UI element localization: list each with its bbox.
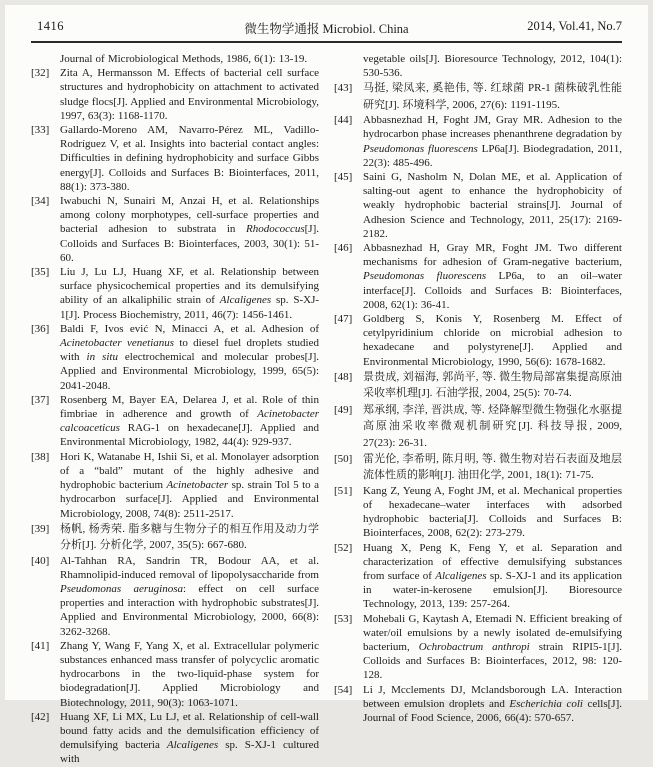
reference-item [334,312,622,369]
reference-text: 雷光伦, 李希明, 陈月明, 等. 微生物对岩石表面及地层流体性质的影响[J]. 油田化学, 2001, 18(1): 71-75. [363,452,622,482]
reference-number: [41] [31,639,50,652]
reference-number: [44] [334,114,353,127]
journal-title: 微生物学通报 Microbiol. China [244,22,409,36]
reference-number: [32] [31,67,50,80]
reference-number: [45] [334,171,353,184]
reference-item [31,554,319,639]
reference-item [31,265,319,322]
references-right-column [334,52,622,767]
paper-page [5,5,648,766]
reference-item [334,241,622,312]
reference-item [31,639,319,710]
reference-item [334,683,622,726]
issue-info: 2014, Vol.41, No.7 [527,19,622,33]
reference-text: Goldberg S, Konis Y, Rosenberg M. Effect of cetylpyridinium chloride on microbial adhesion to hexadecane and polystyrene[J]. Applied and Environmental Microbiology, 1990, 56(6): 1678-1682. [363,313,622,368]
reference-text: Saini G, Nasholm N, Dolan ME, et al. Application of salting-out agent to enhance the hydrophobicity of weakly hydrophobic bacterial strains[J]. Journal of Adhesion Science and Technology, 2011, 25(17): 2169-2182. [363,171,622,240]
reference-number: [35] [31,266,50,279]
reference-item [31,66,319,123]
reference-text: Journal of Microbiological Methods, 1986, 6(1): 13-19. [60,53,308,65]
reference-item [334,80,622,113]
reference-item [334,541,622,612]
reference-text: Zhang Y, Wang F, Yang X, et al. Extracellular polymeric substances enhanced mass transfer of polycyclic aromatic hydrocarbons in the two-liquid-phase system for biodegradation[J]. Applied Microbiology and Biotechnology, 2011, 90(3): 1063-1071. [60,639,319,709]
reference-text: Baldi F, Ivos ević N, Minacci A, et al. Adhesion of Acinetobacter venetianus to diesel fuel droplets studied with in situ electrochemical and molecular probes[J]. Applied and Environmental Microbiology, 1999, 65(5): 2041-2048. [60,322,320,392]
references-section [31,52,622,767]
reference-item [334,612,622,683]
reference-item [31,322,319,393]
reference-item [334,52,622,80]
reference-text: Huang XF, Li MX, Lu LJ, et al. Relationship of cell-wall bound fatty acids and the demulsification efficiency of demulsifying bacteria Alcaligenes sp. S-XJ-1 cultured with [60,710,319,766]
reference-text: Abbasnezhad H, Foght JM, Gray MR. Adhesion to the hydrocarbon phase increases phenanthrene degradation by Pseudomonas fluorescens LP6a[J]. Biodegradation, 2011, 22(3): 485-496. [363,114,622,169]
reference-number: [49] [334,403,353,416]
reference-number: [38] [31,450,50,463]
reference-text: 马挺, 梁凤来, 奚艳伟, 等. 红球菌 PR-1 菌株破乳性能研究[J]. 环境科学, 2006, 27(6): 1191-1195. [363,82,622,111]
reference-item [31,450,319,521]
reference-number: [54] [334,683,353,696]
reference-text: Al-Tahhan RA, Sandrin TR, Bodour AA, et al. Rhamnolipid-induced removal of lipopolysaccharide from Pseudomonas aeruginosa: effect on cell surface properties and interaction with hydrophobic substrates[J]. Applied and Environmental Microbiology, 2000, 66(8): 3262-3268. [60,554,319,638]
reference-text: Rosenberg M, Bayer EA, Delarea J, et al. Role of thin fimbriae in adherence and growth of Acinetobacter calcoaceticus RAG-1 on hexadecane[J]. Applied and Environmental Microbiology, 1982, 44(4): 929-937. [60,393,319,449]
reference-number: [50] [334,452,353,465]
references-left-column [31,52,319,767]
reference-item [31,52,319,66]
reference-text: Li J, Mcclements DJ, Mclandsborough LA. Interaction between emulsion droplets and Escherichia coli cells[J]. Journal of Food Science, 2006, 66(4): 570-657. [363,683,622,724]
reference-item [334,170,622,241]
reference-item [334,484,622,541]
reference-number: [33] [31,124,50,137]
reference-number: [51] [334,484,353,497]
reference-number: [40] [31,554,50,567]
reference-text: Abbasnezhad H, Gray MR, Foght JM. Two different mechanisms for adhesion of Gram-negative bacterium, Pseudomonas fluorescens LP6a, to an oil–water interface[J]. Colloids and Surfaces B: Biointerfaces, 2008, 62(1): 36-41. [363,242,622,311]
reference-item [31,521,319,554]
reference-text: Huang X, Peng K, Feng Y, et al. Separation and characterization of effective demulsifying substances from surface of Alcaligenes sp. S-XJ-1 and its application in water-in-kerosene emulsion[J]. Bioresource Technology, 2013, 139: 257-264. [363,541,622,611]
reference-number: [43] [334,82,353,95]
reference-text: Zita A, Hermansson M. Effects of bacterial cell surface structures and hydrophobicity on attachment to activated sludge flocs[J]. Applied and Environmental Microbiology, 1997, 63(3): 1168-1170. [60,67,319,122]
reference-text: Kang Z, Yeung A, Foght JM, et al. Mechanical properties of hexadecane–water interfaces with adsorbed hydrophobic bacteria[J]. Colloids and Surfaces B: Biointerfaces, 2008, 62(2): 273-279. [363,484,622,540]
reference-number: [48] [334,370,353,383]
reference-text: 景贵成, 刘福海, 郭尚平, 等. 微生物局部富集提高原油采收率机理[J]. 石油学报, 2004, 25(5): 70-74. [363,370,622,400]
reference-text: Gallardo-Moreno AM, Navarro-Pérez ML, Vadillo-Rodríguez V, et al. Insights into bacterial contact angles: Difficulties in defining hydrophobicity and surface Gibbs energy[J]. Colloids and Surfaces B: Biointerfaces, 2011, 88(1): 373-380. [60,124,319,193]
reference-item [334,451,622,484]
reference-number: [53] [334,612,353,625]
reference-number: [52] [334,541,353,554]
reference-number: [39] [31,522,50,535]
reference-number: [47] [334,313,353,326]
reference-item [31,194,319,265]
reference-item [334,369,622,402]
reference-text: Hori K, Watanabe H, Ishii Si, et al. Monolayer adsorption of a “bald” mutant of the highly adhesive and hydrophobic bacterium Acinetobacter sp. strain Tol 5 to a hydrocarbon surface[J]. Applied and Environmental Microbiology, 2008, 74(8): 2511-2517. [60,450,319,520]
reference-number: [46] [334,242,353,255]
reference-item [31,710,319,767]
reference-text: Iwabuchi N, Sunairi M, Anzai H, et al. Relationships among colony morphotypes, cell-surface properties and bacterial adhesion to substrata in Rhodococcus[J]. Colloids and Surfaces B: Biointerfaces, 2003, 30(1): 51-60. [60,195,319,264]
page-number: 1416 [37,19,64,33]
page-header [31,19,622,43]
reference-number: [37] [31,393,50,406]
reference-item [334,113,622,170]
reference-number: [36] [31,322,50,335]
reference-number: [42] [31,710,50,723]
reference-text: Mohebali G, Kaytash A, Etemadi N. Efficient breaking of water/oil emulsions by a newly isolated de-emulsifying bacterium, Ochrobactrum anthropi strain RIPI5-1[J]. Colloids and Surfaces B: Biointerfaces, 2012, 98: 120-128. [363,612,622,682]
reference-text: vegetable oils[J]. Bioresource Technology, 2012, 104(1): 530-536. [363,53,622,80]
reference-text: 郑承纲, 李洋, 晋洪成, 等. 烃降解型微生物强化水驱提高原油采收率微观机制研究[J]. 科技导报, 2009, 27(23): 26-31. [363,403,622,449]
reference-item [31,393,319,450]
reference-text: 杨帆, 杨秀荣. 脂多糖与生物分子的相互作用及动力学分析[J]. 分析化学, 2007, 35(5): 667-680. [60,522,319,552]
reference-item [31,123,319,194]
reference-text: Liu J, Lu LJ, Huang XF, et al. Relationship between surface physicochemical properties and its demulsifying ability of an alkaliphilic strain of Alcaligenes sp. S-XJ-1[J]. Process Biochemistry, 2011, 46(7): 1456-1461. [60,266,320,321]
reference-item [334,402,622,451]
reference-number: [34] [31,195,50,208]
